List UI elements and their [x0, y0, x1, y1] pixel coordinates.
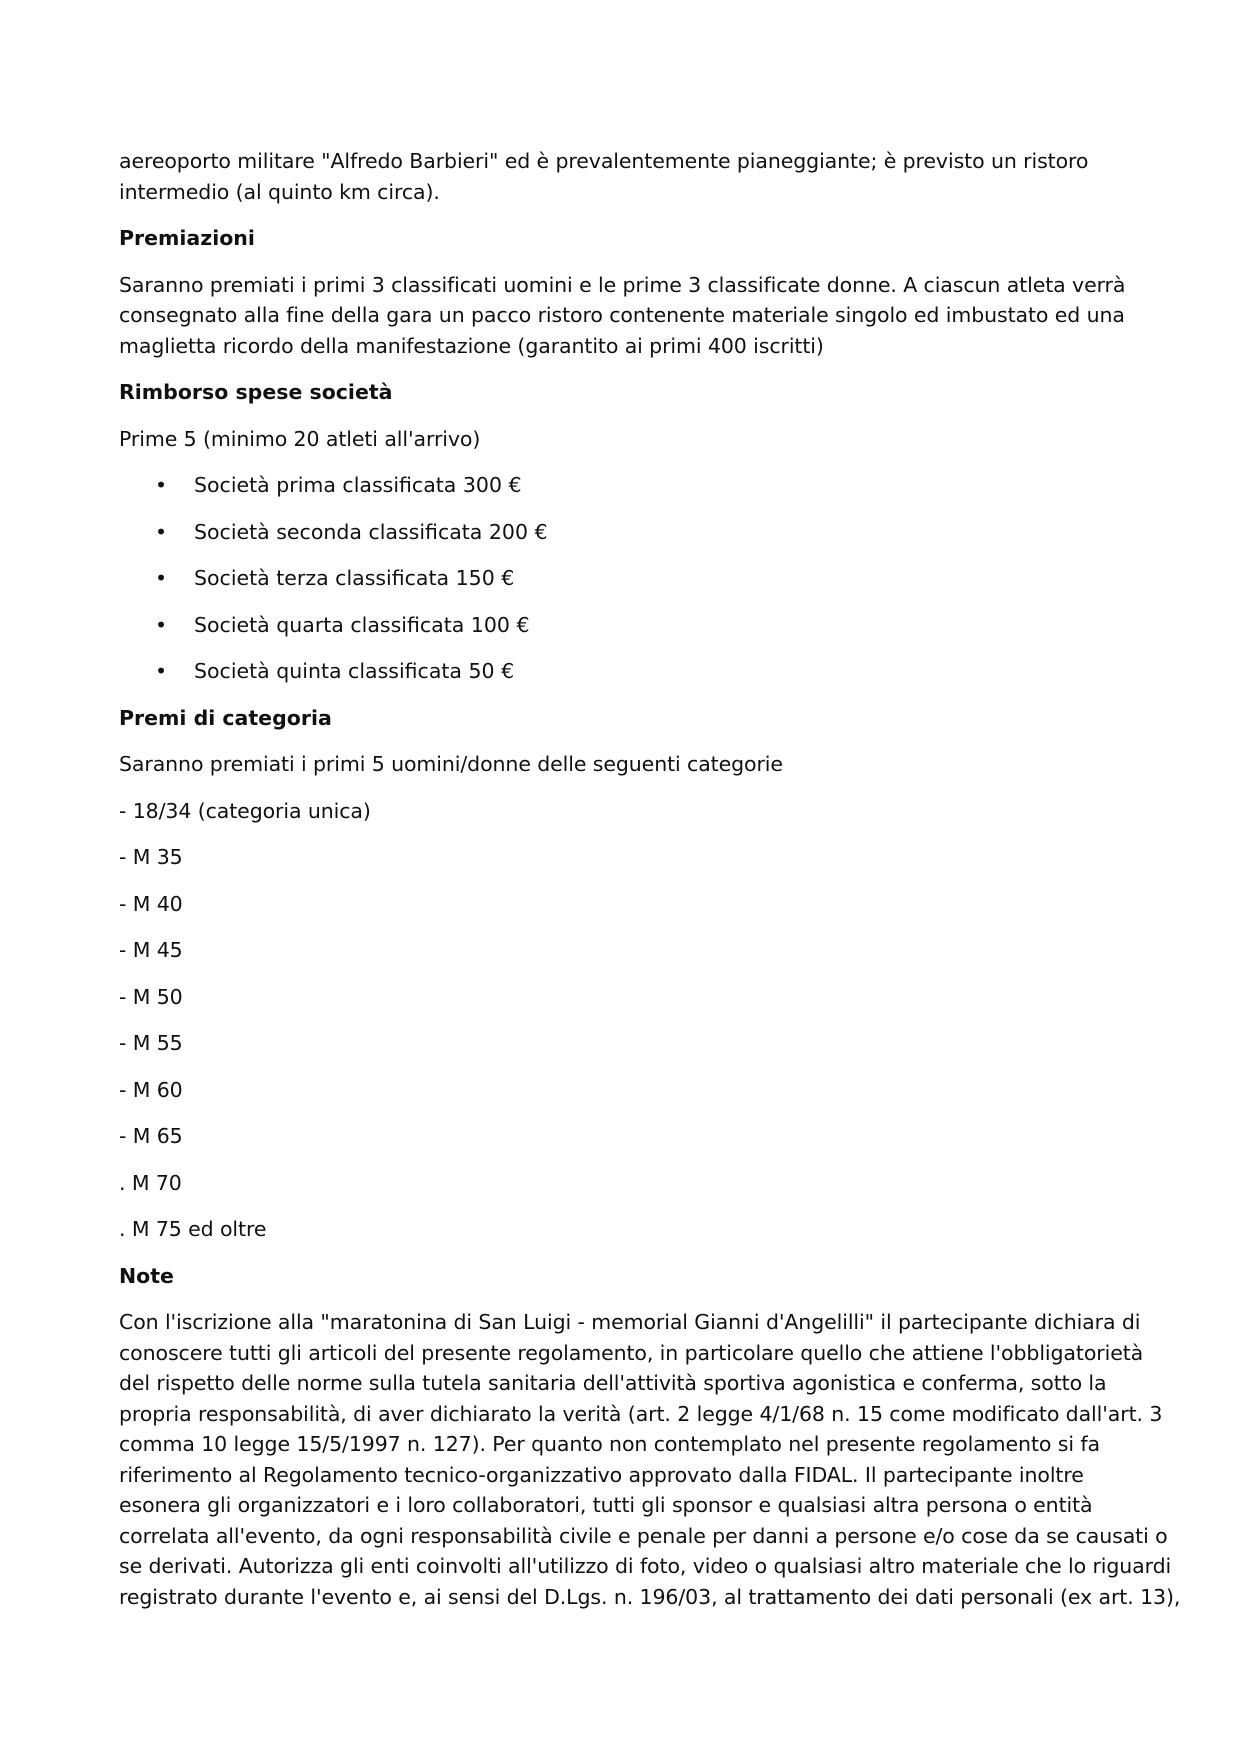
text-line: esonera gli organizzatori e i loro collaboratori, tutti gli sponsor e qualsiasi altra persona o entità — [119, 1493, 1093, 1517]
category-item: - 18/34 (categoria unica) — [119, 798, 371, 823]
list-item-label: Società terza classificata 150 € — [194, 566, 515, 590]
category-item: . M 75 ed oltre — [119, 1217, 267, 1241]
text-line: intermedio (al quinto km circa). — [119, 179, 440, 204]
text-line: Con l'iscrizione alla "maratonina di San Luigi - memorial Gianni d'Angelilli" il partecipante dichiara di — [119, 1310, 1141, 1334]
rimborso-intro: Prime 5 (minimo 20 atleti all'arrivo) — [119, 426, 481, 451]
premiazioni-paragraph — [119, 270, 1129, 362]
text-line: registrato durante l'evento e, ai sensi del D.Lgs. n. 196/03, al trattamento dei dati personali (ex art. 13), — [119, 1584, 1181, 1609]
rimborso-list — [119, 470, 1129, 687]
category-item: - M 65 — [119, 1124, 183, 1148]
heading-premiazioni: Premiazioni — [119, 226, 255, 250]
text-line: se derivati. Autorizza gli enti coinvolti all'utilizzo di foto, video o qualsiasi altro materiale che lo riguardi — [119, 1554, 1172, 1578]
list-item-label: Società prima classificata 300 € — [194, 473, 522, 497]
list-item-label: Società quinta classificata 50 € — [194, 659, 515, 683]
list-item — [119, 563, 1129, 594]
note-paragraph — [119, 1307, 1181, 1612]
categorie-intro: Saranno premiati i primi 5 uomini/donne delle seguenti categorie — [119, 752, 783, 776]
list-item — [119, 610, 1129, 641]
category-item: . M 70 — [119, 1170, 182, 1195]
bullet-icon: • — [155, 659, 168, 683]
bullet-icon: • — [155, 566, 168, 590]
bullet-icon: • — [155, 519, 168, 544]
category-item: - M 40 — [119, 891, 183, 916]
document-page — [119, 146, 1181, 1628]
heading-rimborso: Rimborso spese società — [119, 380, 393, 404]
text-line: consegnato alla fine della gara un pacco ristoro contenente materiale singolo ed imbustato ed una — [119, 303, 1125, 327]
text-line: Saranno premiati i primi 3 classificati uomini e le prime 3 classificate donne. A ciascun atleta verrà — [119, 272, 1126, 297]
list-item-label: Società seconda classificata 200 € — [194, 519, 548, 544]
bullet-icon: • — [155, 612, 168, 637]
list-item — [119, 517, 1129, 548]
list-item-label: Società quarta classificata 100 € — [194, 612, 530, 637]
category-item: - M 55 — [119, 1031, 183, 1055]
heading-categorie: Premi di categoria — [119, 705, 332, 730]
text-line: comma 10 legge 15/5/1997 n. 127). Per quanto non contemplato nel presente regolamento si fa — [119, 1432, 1100, 1456]
text-line: correlata all'evento, da ogni responsabilità civile e penale per danni a persone e/o cose da se causati o — [119, 1523, 1168, 1548]
list-item — [119, 470, 1129, 501]
category-item: - M 50 — [119, 984, 183, 1009]
bullet-icon: • — [155, 473, 168, 497]
intro-paragraph — [119, 146, 1129, 207]
text-line: del rispetto delle norme sulla tutela sanitaria dell'attività sportiva agonistica e conferma, sotto la — [119, 1371, 1107, 1395]
text-line: riferimento al Regolamento tecnico-organizzativo approvato dalla FIDAL. Il partecipante inoltre — [119, 1462, 1084, 1487]
category-item: - M 45 — [119, 938, 183, 962]
category-item: - M 60 — [119, 1077, 183, 1102]
heading-note: Note — [119, 1263, 174, 1288]
category-item: - M 35 — [119, 845, 183, 869]
list-item — [119, 656, 1129, 687]
text-line: aereoporto militare "Alfredo Barbieri" ed è prevalentemente pianeggiante; è previsto un ristoro — [119, 149, 1089, 173]
text-line: maglietta ricordo della manifestazione (garantito ai primi 400 iscritti) — [119, 333, 824, 358]
text-line: propria responsabilità, di aver dichiarato la verità (art. 2 legge 4/1/68 n. 15 come modificato dall'art. 3 — [119, 1401, 1163, 1426]
text-line: conoscere tutti gli articoli del presente regolamento, in particolare quello che attiene l'obbligatorietà — [119, 1340, 1144, 1365]
